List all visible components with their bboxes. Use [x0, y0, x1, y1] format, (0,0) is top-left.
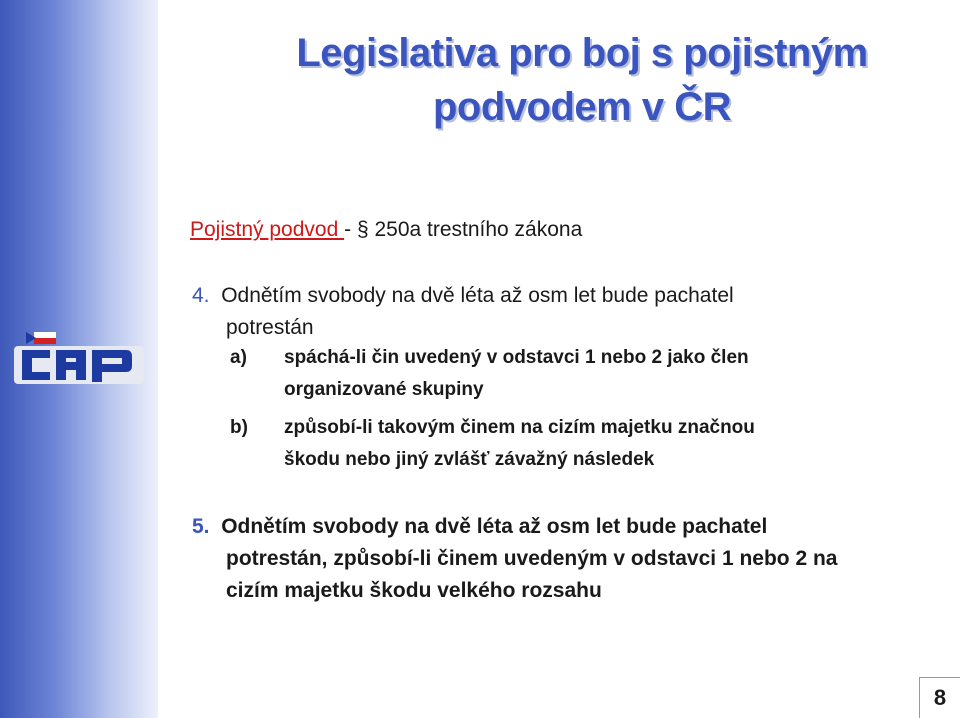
subitem-b [230, 412, 920, 476]
page-number: 8 [919, 677, 960, 718]
paragraph-5-number: 5. [192, 515, 210, 538]
paragraph-5-line-1: Odnětím svobody na dvě léta až osm let bude pachatel [221, 515, 768, 538]
title-line-2: podvodem v ČR [433, 85, 731, 129]
subitem-a-marker: a) [230, 347, 247, 368]
subtitle-dash: - [344, 218, 357, 241]
section-sign: § [356, 218, 369, 241]
subitem-a-line-2: organizované skupiny [284, 379, 484, 400]
paragraph-4-line-2: potrestán [226, 316, 314, 339]
subitem-a [230, 342, 920, 406]
cap-logo [12, 330, 146, 386]
subitem-a-line-1: spáchá-li čin uvedený v odstavci 1 nebo 2 jako člen [284, 347, 749, 368]
paragraph-4-line-1: Odnětím svobody na dvě léta až osm let bude pachatel [221, 284, 734, 307]
paragraph-5 [192, 511, 932, 607]
subitem-b-line-1: způsobí-li takovým činem na cizím majetku značnou [284, 417, 755, 438]
paragraph-4 [192, 280, 932, 344]
subtitle-rest: 250a trestního zákona [368, 218, 583, 241]
subtitle [190, 216, 582, 244]
page-title [232, 26, 932, 134]
paragraph-4-number: 4. [192, 284, 210, 307]
subitem-b-marker: b) [230, 417, 248, 438]
subitem-b-line-2: škodu nebo jiný zvlášť závažný následek [284, 449, 655, 470]
fraud-link[interactable]: Pojistný podvod [190, 218, 345, 241]
title-line-1: Legislativa pro boj s pojistným [296, 31, 868, 75]
paragraph-5-line-3: cizím majetku škodu velkého rozsahu [226, 579, 602, 602]
paragraph-5-line-2: potrestán, způsobí-li činem uvedeným v odstavci 1 nebo 2 na [226, 547, 838, 570]
